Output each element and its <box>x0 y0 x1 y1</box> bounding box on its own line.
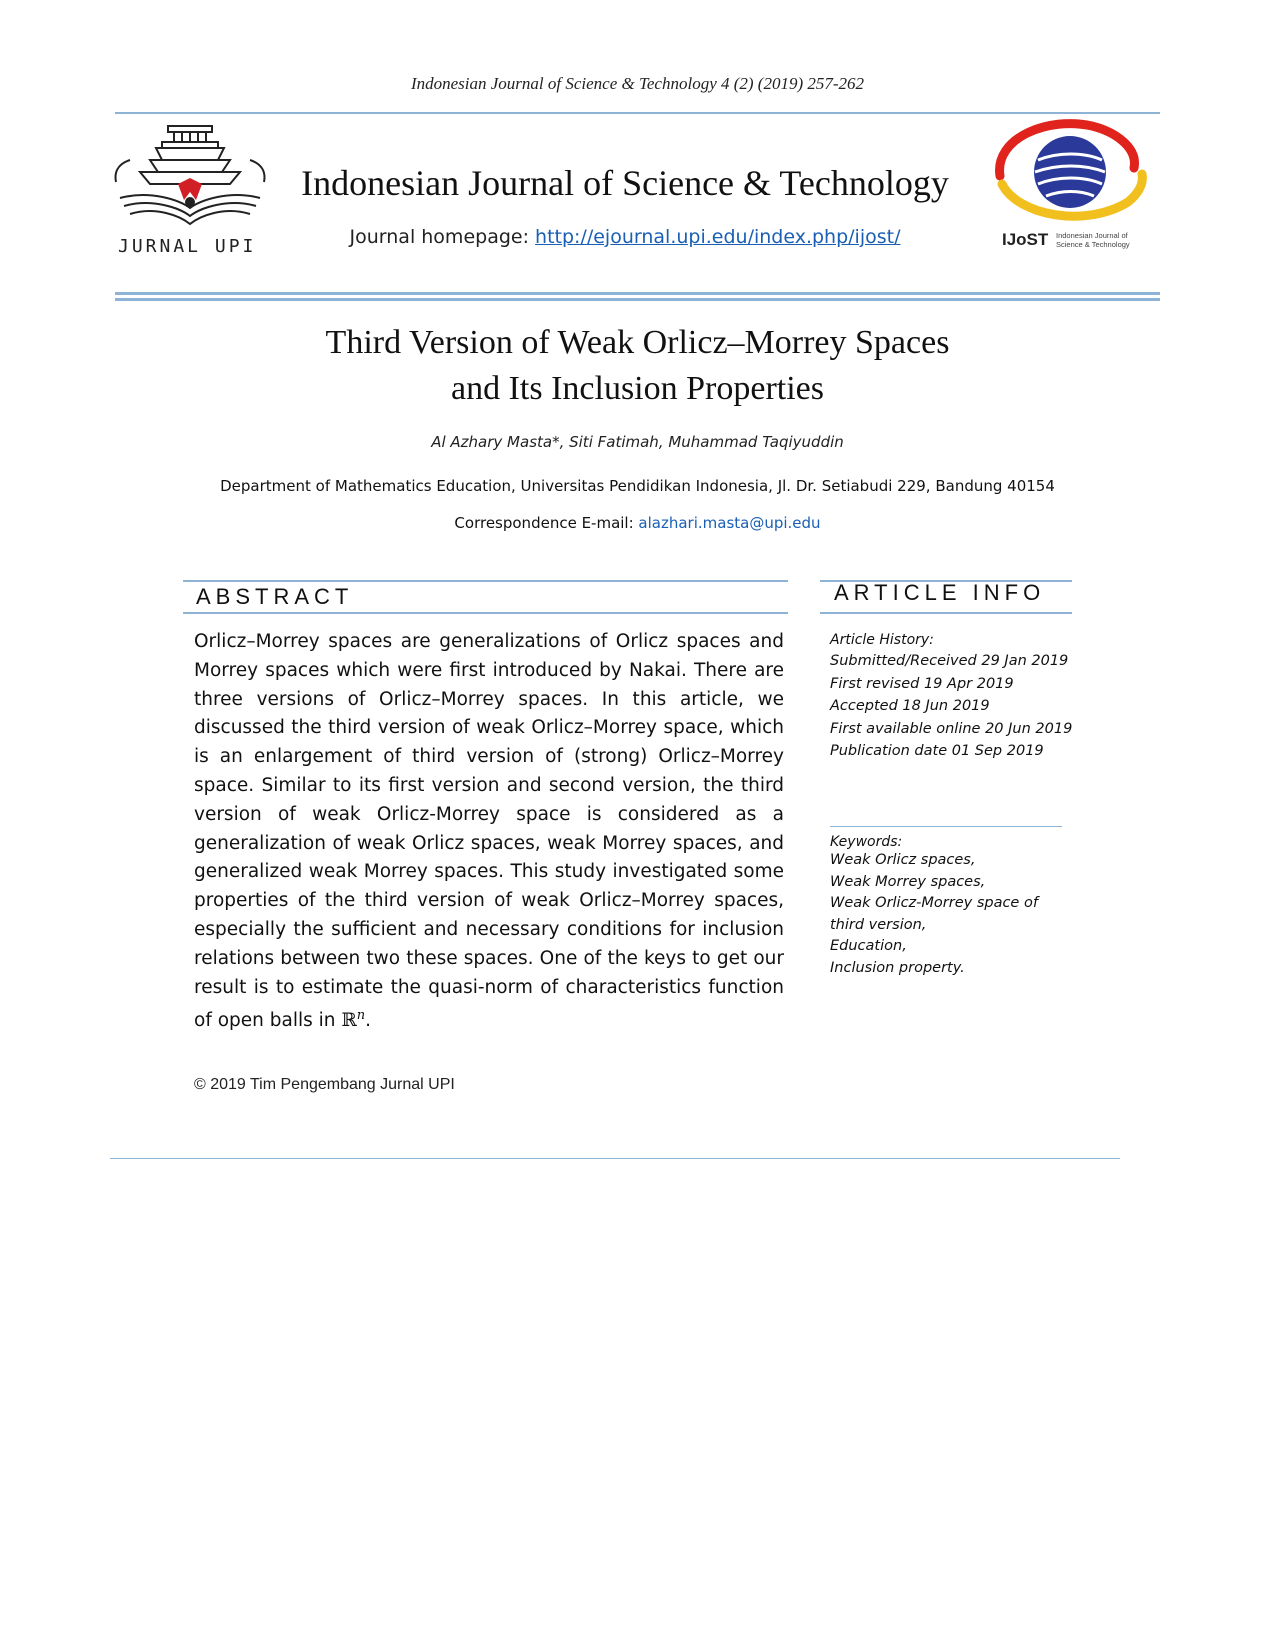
keywords-rule <box>830 826 1062 827</box>
header-top-rule <box>115 112 1160 114</box>
abstract-top-rule <box>183 580 788 582</box>
keyword-item: Weak Morrey spaces, <box>830 873 986 890</box>
ijost-sub-1: Indonesian Journal of <box>1056 231 1128 240</box>
history-item: First revised 19 Apr 2019 <box>830 675 1014 692</box>
homepage-label: Journal homepage: <box>349 226 536 248</box>
affiliation: Department of Mathematics Education, Universitas Pendidikan Indonesia, Jl. Dr. Setiabudi 229, Bandung 40154 <box>220 477 1055 495</box>
keyword-item: Education, <box>830 938 907 955</box>
abstract-heading: ABSTRACT <box>196 584 354 609</box>
keywords-list <box>830 850 1080 980</box>
homepage-link[interactable]: http://ejournal.upi.edu/index.php/ijost/ <box>535 226 901 248</box>
abstract-body: Orlicz–Morrey spaces are generalizations of Orlicz spaces and Morrey spaces which were first introduced by Nakai. There are three versions of Orlicz–Morrey spaces. In this article, we discussed the third version of weak Orlicz–Morrey space, which is an enlargement of third version of (strong) Orlicz–Morrey space. Similar to its first version and second version, the third version of weak Orlicz-Morrey space is considered as a generalization of weak Orlicz spaces, weak Morrey spaces, and generalized weak Morrey spaces. This study investigated some properties of the third version of weak Orlicz–Morrey spaces, especially the sufficient and necessary conditions for inclusion relations between two these spaces. One of the keys to get our result is to estimate the quasi-norm of characteristics function of open balls in <box>194 631 784 1032</box>
history-list <box>830 650 1080 763</box>
journal-homepage <box>265 226 985 248</box>
correspondence-label: Correspondence E-mail: <box>454 514 639 532</box>
history-label: Article History: <box>830 632 934 648</box>
keyword-item: third version, <box>830 916 927 933</box>
ijost-abbr: IJoST <box>1002 230 1049 249</box>
real-numbers-symbol: ℝ <box>341 1010 357 1032</box>
header-bottom-rule-1 <box>115 292 1160 295</box>
paper-title-line-2: and Its Inclusion Properties <box>451 370 824 407</box>
info-bottom-rule <box>820 612 1072 614</box>
keyword-item: Weak Orlicz spaces, <box>830 852 976 868</box>
correspondence-email[interactable]: alazhari.masta@upi.edu <box>638 514 821 532</box>
correspondence <box>0 514 1275 532</box>
history-item: First available online 20 Jun 2019 <box>830 720 1073 737</box>
article-history <box>830 632 1080 763</box>
abstract-end: . <box>365 1010 372 1032</box>
history-item: Publication date 01 Sep 2019 <box>830 743 1044 759</box>
copyright-notice: © 2019 Tim Pengembang Jurnal UPI <box>194 1076 455 1093</box>
header-bottom-rule-2 <box>115 298 1160 301</box>
paper-title <box>0 320 1275 412</box>
ijost-logo <box>988 118 1148 258</box>
running-head: Indonesian Journal of Science & Technology 4 (2) (2019) 257-262 <box>410 74 865 93</box>
abstract-text <box>194 628 784 1036</box>
keywords-block <box>830 834 1080 980</box>
jurnal-upi-emblem-icon <box>110 120 270 232</box>
paper-title-line-1: Third Version of Weak Orlicz–Morrey Spaces <box>325 324 950 361</box>
authors: Al Azhary Masta*, Siti Fatimah, Muhammad Taqiyuddin <box>431 433 844 451</box>
article-info-heading: ARTICLE INFO <box>834 580 1046 605</box>
ijost-globe-icon <box>988 118 1148 228</box>
dimension-exponent: n <box>356 1008 366 1024</box>
footer-rule <box>110 1158 1120 1159</box>
ijost-sub-2: Science & Technology <box>1056 240 1130 249</box>
history-item: Accepted 18 Jun 2019 <box>830 698 990 714</box>
keyword-item: Weak Orlicz-Morrey space of <box>830 895 1038 912</box>
history-item: Submitted/Received 29 Jan 2019 <box>830 653 1069 669</box>
abstract-bottom-rule <box>183 612 788 614</box>
keyword-item: Inclusion property. <box>830 959 965 976</box>
keywords-label: Keywords: <box>830 834 903 850</box>
jurnal-upi-logo <box>110 120 270 260</box>
jurnal-upi-logo-text: JURNAL UPI <box>118 236 257 257</box>
journal-title: Indonesian Journal of Science & Technology <box>301 163 949 203</box>
